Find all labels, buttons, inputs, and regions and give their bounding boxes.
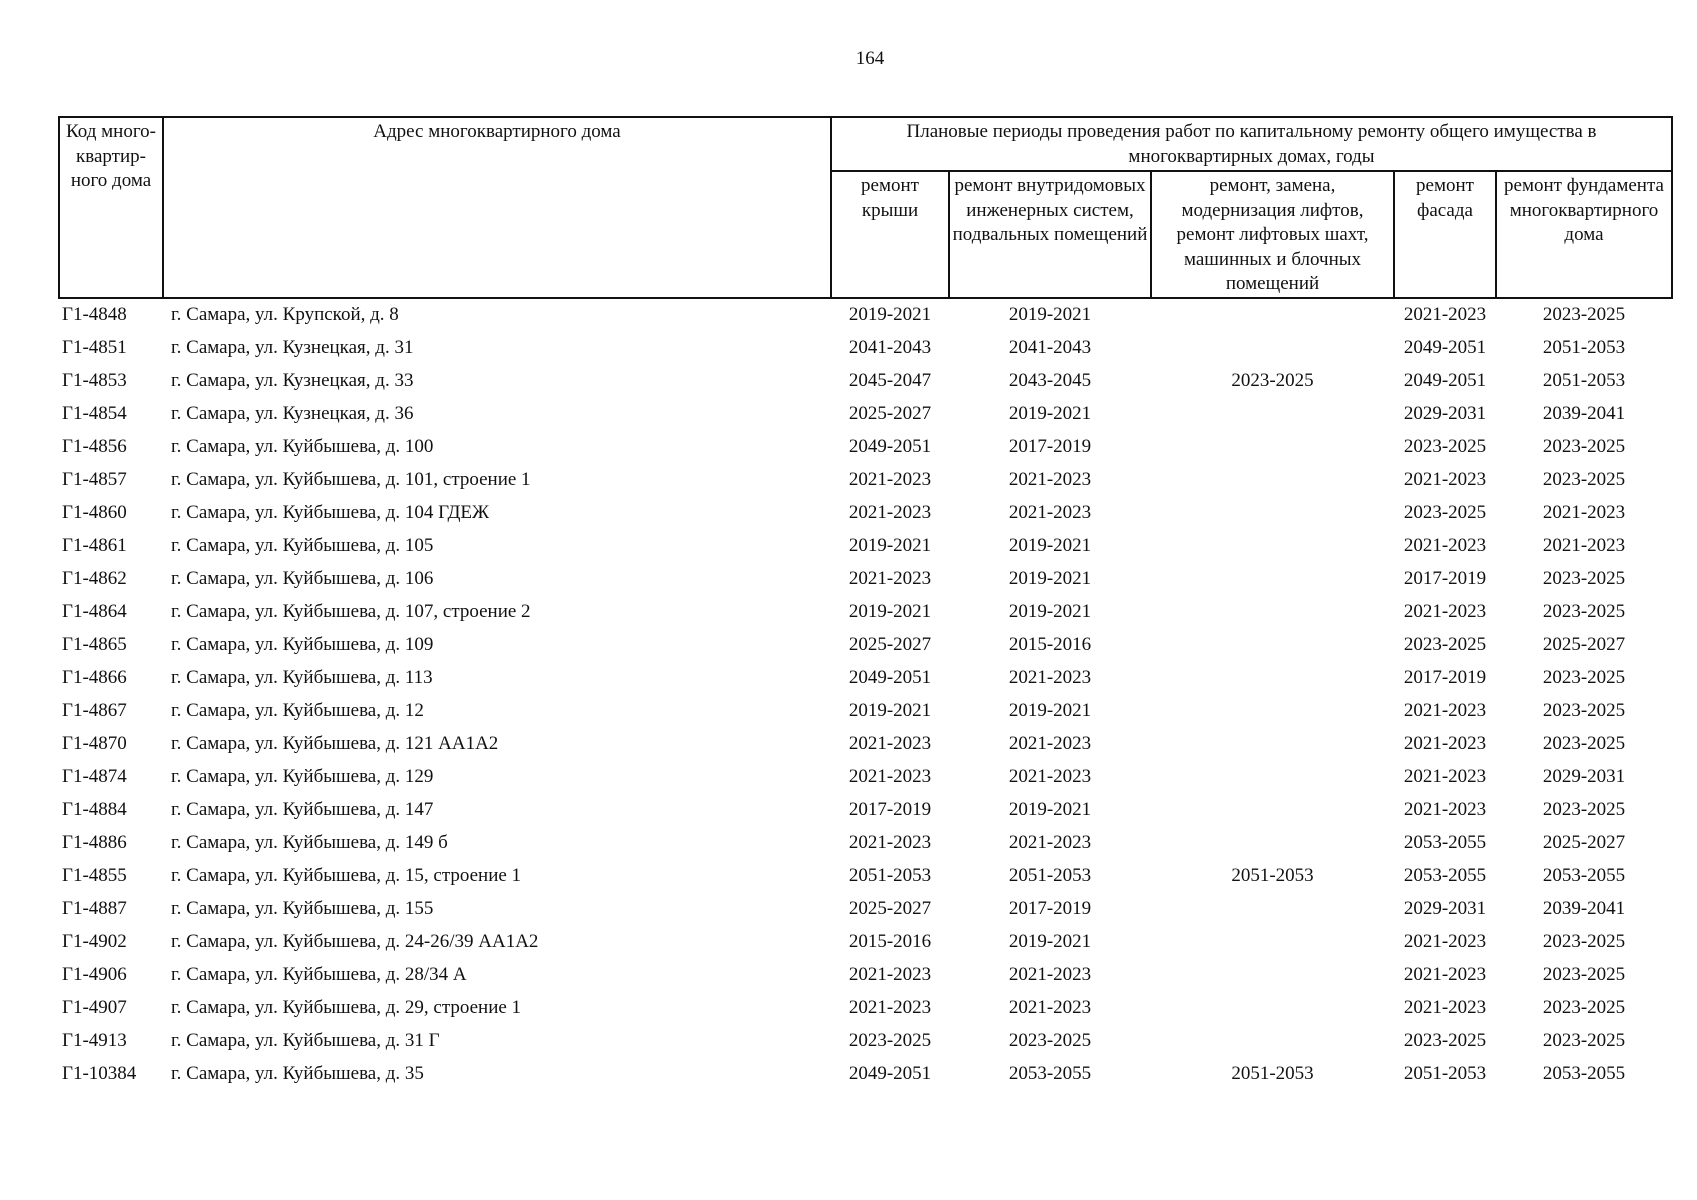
- cell-lifts: [1151, 497, 1394, 530]
- cell-code: Г1-4902: [62, 931, 127, 952]
- cell-facade: 2053-2055: [1403, 832, 1487, 853]
- cell-engineering: 2021-2023: [1008, 832, 1092, 853]
- cell-lifts: [1151, 992, 1394, 1025]
- cell-code: Г1-4867: [62, 700, 127, 721]
- cell-address: г. Самара, ул. Куйбышева, д. 149 б: [171, 832, 448, 853]
- cell-roof: 2019-2021: [848, 700, 932, 721]
- cell-roof: 2019-2021: [848, 601, 932, 622]
- cell-code: Г1-4886: [62, 832, 127, 853]
- cell-roof: 2017-2019: [848, 799, 932, 820]
- cell-address: г. Самара, ул. Куйбышева, д. 100: [171, 436, 434, 457]
- cell-roof: 2021-2023: [848, 964, 932, 985]
- cell-lifts: [1151, 662, 1394, 695]
- repair-schedule-table: [58, 116, 1673, 1091]
- cell-address: г. Самара, ул. Кузнецкая, д. 33: [171, 370, 414, 391]
- cell-roof: 2025-2027: [848, 898, 932, 919]
- cell-code: Г1-4857: [62, 469, 127, 490]
- cell-code: Г1-4851: [62, 337, 127, 358]
- cell-address: г. Самара, ул. Куйбышева, д. 104 ГДЕЖ: [171, 502, 490, 523]
- cell-code: Г1-4864: [62, 601, 127, 622]
- cell-facade: 2023-2025: [1403, 436, 1487, 457]
- cell-engineering: 2041-2043: [1008, 337, 1092, 358]
- cell-facade: 2021-2023: [1403, 700, 1487, 721]
- header-code: Код много-квартир-ного дома: [59, 117, 163, 298]
- cell-address: г. Самара, ул. Куйбышева, д. 113: [171, 667, 433, 688]
- cell-roof: 2049-2051: [848, 436, 932, 457]
- cell-foundation: 2023-2025: [1542, 436, 1626, 457]
- cell-lifts: [1151, 1025, 1394, 1058]
- cell-engineering: 2021-2023: [1008, 733, 1092, 754]
- table-row: [59, 728, 1672, 761]
- cell-foundation: 2023-2025: [1542, 997, 1626, 1018]
- cell-engineering: 2015-2016: [1008, 634, 1092, 655]
- cell-engineering: 2021-2023: [1008, 502, 1092, 523]
- table-row: [59, 860, 1672, 893]
- cell-engineering: 2021-2023: [1008, 667, 1092, 688]
- cell-facade: 2021-2023: [1403, 304, 1487, 325]
- cell-address: г. Самара, ул. Куйбышева, д. 109: [171, 634, 434, 655]
- table-row: [59, 695, 1672, 728]
- cell-engineering: 2019-2021: [1008, 931, 1092, 952]
- cell-engineering: 2019-2021: [1008, 403, 1092, 424]
- cell-code: Г1-4870: [62, 733, 127, 754]
- cell-facade: 2021-2023: [1403, 931, 1487, 952]
- cell-roof: 2049-2051: [848, 1063, 932, 1084]
- table-header: [59, 117, 1672, 298]
- cell-engineering: 2021-2023: [1008, 964, 1092, 985]
- cell-engineering: 2019-2021: [1008, 535, 1092, 556]
- cell-code: Г1-4855: [62, 865, 127, 886]
- cell-lifts: [1151, 332, 1394, 365]
- cell-lifts: [1151, 629, 1394, 662]
- cell-lifts: [1151, 563, 1394, 596]
- cell-facade: 2017-2019: [1403, 667, 1487, 688]
- table-row: [59, 761, 1672, 794]
- cell-foundation: 2039-2041: [1542, 403, 1626, 424]
- cell-foundation: 2053-2055: [1542, 865, 1626, 886]
- cell-engineering: 2021-2023: [1008, 997, 1092, 1018]
- header-lifts: ремонт, замена, модернизация лифтов, ремонт лифтовых шахт, машинных и блочных помещений: [1151, 171, 1394, 298]
- cell-foundation: 2023-2025: [1542, 469, 1626, 490]
- cell-roof: 2021-2023: [848, 502, 932, 523]
- cell-lifts: [1151, 431, 1394, 464]
- cell-engineering: 2021-2023: [1008, 766, 1092, 787]
- cell-foundation: 2021-2023: [1542, 535, 1626, 556]
- table-row: [59, 464, 1672, 497]
- cell-foundation: 2025-2027: [1542, 832, 1626, 853]
- cell-facade: 2021-2023: [1403, 733, 1487, 754]
- cell-facade: 2023-2025: [1403, 1030, 1487, 1051]
- cell-lifts: [1151, 926, 1394, 959]
- table-row: [59, 431, 1672, 464]
- cell-roof: 2021-2023: [848, 733, 932, 754]
- cell-code: Г1-4860: [62, 502, 127, 523]
- cell-address: г. Самара, ул. Куйбышева, д. 101, строение 1: [171, 469, 531, 490]
- cell-foundation: 2053-2055: [1542, 1063, 1626, 1084]
- cell-code: Г1-4848: [62, 304, 127, 325]
- cell-roof: 2021-2023: [848, 568, 932, 589]
- cell-lifts: [1151, 794, 1394, 827]
- cell-address: г. Самара, ул. Куйбышева, д. 12: [171, 700, 424, 721]
- cell-address: г. Самара, ул. Кузнецкая, д. 31: [171, 337, 414, 358]
- cell-foundation: 2023-2025: [1542, 601, 1626, 622]
- cell-address: г. Самара, ул. Куйбышева, д. 31 Г: [171, 1030, 440, 1051]
- header-engineering: ремонт внутридомовых инженерных систем, подвальных помещений: [949, 171, 1151, 298]
- cell-roof: 2049-2051: [848, 667, 932, 688]
- cell-address: г. Самара, ул. Куйбышева, д. 29, строение 1: [171, 997, 522, 1018]
- cell-facade: 2021-2023: [1403, 997, 1487, 1018]
- cell-lifts: [1151, 530, 1394, 563]
- cell-foundation: 2051-2053: [1542, 370, 1626, 391]
- cell-facade: 2021-2023: [1403, 601, 1487, 622]
- cell-roof: 2025-2027: [848, 403, 932, 424]
- cell-address: г. Самара, ул. Куйбышева, д. 28/34 А: [171, 964, 467, 985]
- table-row: [59, 1058, 1672, 1091]
- cell-lifts: [1151, 761, 1394, 794]
- cell-foundation: 2023-2025: [1542, 1030, 1626, 1051]
- table-row: [59, 629, 1672, 662]
- cell-facade: 2029-2031: [1403, 403, 1487, 424]
- cell-lifts: [1151, 827, 1394, 860]
- cell-facade: 2021-2023: [1403, 766, 1487, 787]
- cell-lifts: 2051-2053: [1231, 865, 1314, 886]
- table-row: [59, 365, 1672, 398]
- cell-facade: 2051-2053: [1403, 1063, 1487, 1084]
- cell-facade: 2021-2023: [1403, 799, 1487, 820]
- header-roof: ремонт крыши: [831, 171, 949, 298]
- cell-address: г. Самара, ул. Куйбышева, д. 147: [171, 799, 434, 820]
- cell-engineering: 2019-2021: [1008, 601, 1092, 622]
- cell-lifts: [1151, 298, 1394, 332]
- header-periods: Плановые периоды проведения работ по капитальному ремонту общего имущества в многоквартирных домах, годы: [831, 117, 1672, 171]
- cell-lifts: [1151, 728, 1394, 761]
- cell-lifts: [1151, 464, 1394, 497]
- cell-code: Г1-4862: [62, 568, 127, 589]
- cell-address: г. Самара, ул. Крупской, д. 8: [171, 304, 399, 325]
- cell-engineering: 2017-2019: [1008, 436, 1092, 457]
- cell-foundation: 2039-2041: [1542, 898, 1626, 919]
- cell-engineering: 2051-2053: [1008, 865, 1092, 886]
- cell-roof: 2019-2021: [848, 535, 932, 556]
- cell-code: Г1-4874: [62, 766, 127, 787]
- cell-roof: 2025-2027: [848, 634, 932, 655]
- cell-facade: 2021-2023: [1403, 964, 1487, 985]
- cell-address: г. Самара, ул. Куйбышева, д. 121 АА1А2: [171, 733, 499, 754]
- table-row: [59, 332, 1672, 365]
- cell-engineering: 2023-2025: [1008, 1030, 1092, 1051]
- cell-facade: 2017-2019: [1403, 568, 1487, 589]
- cell-facade: 2049-2051: [1403, 337, 1487, 358]
- table-row: [59, 794, 1672, 827]
- cell-lifts: 2023-2025: [1231, 370, 1314, 391]
- cell-address: г. Самара, ул. Куйбышева, д. 107, строение 2: [171, 601, 531, 622]
- table-row: [59, 398, 1672, 431]
- table-row: [59, 298, 1672, 332]
- cell-roof: 2015-2016: [848, 931, 932, 952]
- cell-foundation: 2023-2025: [1542, 931, 1626, 952]
- header-facade: ремонт фасада: [1394, 171, 1496, 298]
- cell-address: г. Самара, ул. Куйбышева, д. 106: [171, 568, 434, 589]
- cell-foundation: 2023-2025: [1542, 700, 1626, 721]
- header-foundation: ремонт фундамента многоквартирного дома: [1496, 171, 1672, 298]
- cell-roof: 2021-2023: [848, 832, 932, 853]
- cell-foundation: 2023-2025: [1542, 304, 1626, 325]
- cell-address: г. Самара, ул. Куйбышева, д. 129: [171, 766, 434, 787]
- cell-address: г. Самара, ул. Куйбышева, д. 35: [171, 1063, 424, 1084]
- table-row: [59, 563, 1672, 596]
- cell-roof: 2021-2023: [848, 469, 932, 490]
- table-row: [59, 497, 1672, 530]
- cell-facade: 2021-2023: [1403, 469, 1487, 490]
- cell-roof: 2019-2021: [848, 304, 932, 325]
- cell-lifts: [1151, 695, 1394, 728]
- cell-roof: 2021-2023: [848, 997, 932, 1018]
- cell-engineering: 2019-2021: [1008, 568, 1092, 589]
- cell-code: Г1-4907: [62, 997, 127, 1018]
- cell-roof: 2051-2053: [848, 865, 932, 886]
- cell-code: Г1-4913: [62, 1030, 127, 1051]
- cell-code: Г1-10384: [62, 1063, 137, 1084]
- cell-foundation: 2051-2053: [1542, 337, 1626, 358]
- cell-engineering: 2021-2023: [1008, 469, 1092, 490]
- cell-code: Г1-4854: [62, 403, 127, 424]
- cell-foundation: 2023-2025: [1542, 799, 1626, 820]
- cell-address: г. Самара, ул. Куйбышева, д. 105: [171, 535, 434, 556]
- cell-foundation: 2021-2023: [1542, 502, 1626, 523]
- cell-code: Г1-4906: [62, 964, 127, 985]
- cell-engineering: 2043-2045: [1008, 370, 1092, 391]
- cell-foundation: 2023-2025: [1542, 964, 1626, 985]
- cell-code: Г1-4884: [62, 799, 127, 820]
- cell-facade: 2023-2025: [1403, 634, 1487, 655]
- cell-code: Г1-4861: [62, 535, 127, 556]
- cell-address: г. Самара, ул. Куйбышева, д. 15, строение 1: [171, 865, 522, 886]
- cell-lifts: 2051-2053: [1231, 1063, 1314, 1084]
- cell-address: г. Самара, ул. Куйбышева, д. 155: [171, 898, 434, 919]
- cell-address: г. Самара, ул. Кузнецкая, д. 36: [171, 403, 414, 424]
- cell-code: Г1-4865: [62, 634, 127, 655]
- cell-code: Г1-4866: [62, 667, 127, 688]
- cell-foundation: 2023-2025: [1542, 568, 1626, 589]
- table-row: [59, 827, 1672, 860]
- table-row: [59, 596, 1672, 629]
- cell-facade: 2021-2023: [1403, 535, 1487, 556]
- cell-engineering: 2019-2021: [1008, 304, 1092, 325]
- table-row: [59, 926, 1672, 959]
- table-row: [59, 992, 1672, 1025]
- cell-foundation: 2029-2031: [1542, 766, 1626, 787]
- table-row: [59, 1025, 1672, 1058]
- cell-lifts: [1151, 398, 1394, 431]
- cell-code: Г1-4856: [62, 436, 127, 457]
- cell-lifts: [1151, 596, 1394, 629]
- cell-foundation: 2025-2027: [1542, 634, 1626, 655]
- cell-roof: 2045-2047: [848, 370, 932, 391]
- cell-lifts: [1151, 893, 1394, 926]
- cell-foundation: 2023-2025: [1542, 733, 1626, 754]
- cell-facade: 2053-2055: [1403, 865, 1487, 886]
- page-number: 164: [855, 48, 885, 69]
- cell-engineering: 2019-2021: [1008, 700, 1092, 721]
- cell-address: г. Самара, ул. Куйбышева, д. 24-26/39 АА1А2: [171, 931, 539, 952]
- header-address: Адрес многоквартирного дома: [163, 117, 831, 298]
- table-row: [59, 530, 1672, 563]
- cell-facade: 2029-2031: [1403, 898, 1487, 919]
- cell-lifts: [1151, 959, 1394, 992]
- table-row: [59, 959, 1672, 992]
- cell-roof: 2021-2023: [848, 766, 932, 787]
- cell-code: Г1-4887: [62, 898, 127, 919]
- cell-facade: 2023-2025: [1403, 502, 1487, 523]
- cell-roof: 2041-2043: [848, 337, 932, 358]
- cell-foundation: 2023-2025: [1542, 667, 1626, 688]
- cell-facade: 2049-2051: [1403, 370, 1487, 391]
- cell-engineering: 2019-2021: [1008, 799, 1092, 820]
- table-row: [59, 893, 1672, 926]
- cell-code: Г1-4853: [62, 370, 127, 391]
- table-row: [59, 662, 1672, 695]
- table-body: [59, 298, 1672, 1091]
- cell-roof: 2023-2025: [848, 1030, 932, 1051]
- cell-engineering: 2053-2055: [1008, 1063, 1092, 1084]
- cell-engineering: 2017-2019: [1008, 898, 1092, 919]
